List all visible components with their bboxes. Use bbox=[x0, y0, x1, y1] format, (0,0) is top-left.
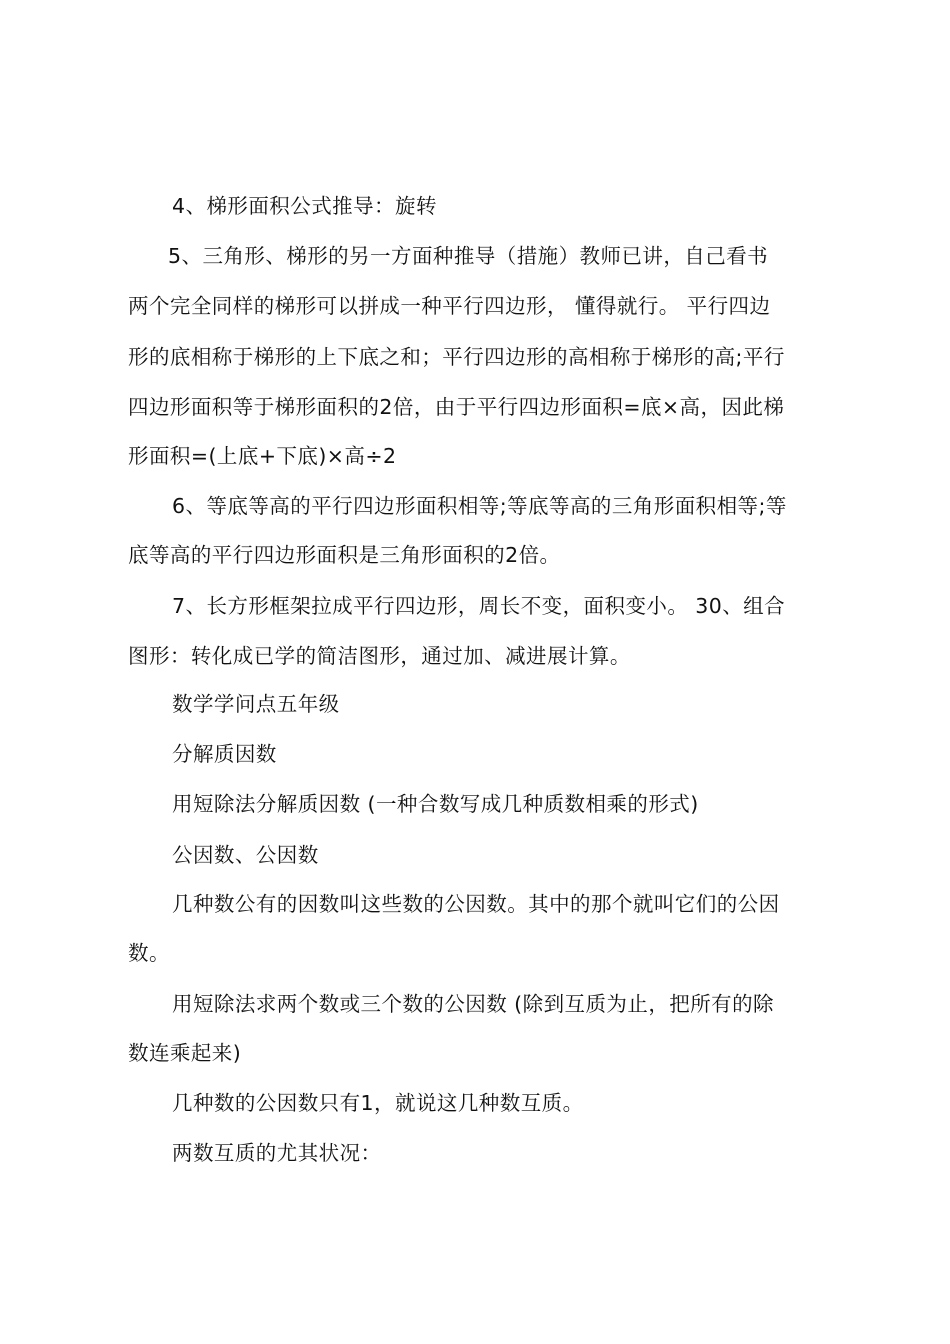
paragraph-8-line-1: 公因数、公因数 bbox=[172, 843, 319, 867]
paragraph-12-line-1: 两数互质的尤其状况： bbox=[172, 1141, 382, 1165]
paragraph-1-line-1: 4、梯形面积公式推导：旋转 bbox=[172, 194, 437, 218]
paragraph-7-line-1: 用短除法分解质因数 (一种合数写成几种质数相乘的形式) bbox=[172, 792, 699, 816]
paragraph-10-line-1: 用短除法求两个数或三个数的公因数 (除到互质为止，把所有的除 bbox=[172, 992, 775, 1016]
paragraph-2-line-5: 形面积=(上底+下底)×高÷2 bbox=[128, 444, 397, 468]
paragraph-9-line-1: 几种数公有的因数叫这些数的公因数。其中的那个就叫它们的公因 bbox=[172, 892, 780, 916]
paragraph-2-line-3: 形的底相称于梯形的上下底之和；平行四边形的高相称于梯形的高;平行 bbox=[128, 345, 785, 369]
paragraph-2-line-2: 两个完全同样的梯形可以拼成一种平行四边形， 懂得就行。 平行四边 bbox=[128, 294, 771, 318]
paragraph-2-line-1: 5、三角形、梯形的另一方面种推导（措施）教师已讲，自己看书 bbox=[168, 244, 769, 268]
paragraph-4-line-1: 7、长方形框架拉成平行四边形，周长不变，面积变小。 30、组合 bbox=[172, 594, 786, 618]
paragraph-6-line-1: 分解质因数 bbox=[172, 742, 277, 766]
paragraph-2-line-4: 四边形面积等于梯形面积的2倍，由于平行四边形面积=底×高，因此梯 bbox=[128, 395, 785, 419]
paragraph-9-line-2: 数。 bbox=[128, 941, 170, 965]
paragraph-3-line-1: 6、等底等高的平行四边形面积相等;等底等高的三角形面积相等;等 bbox=[172, 494, 787, 518]
paragraph-4-line-2: 图形：转化成已学的简洁图形，通过加、减进展计算。 bbox=[128, 644, 631, 668]
paragraph-11-line-1: 几种数的公因数只有1，就说这几种数互质。 bbox=[172, 1091, 584, 1115]
paragraph-10-line-2: 数连乘起来) bbox=[128, 1041, 242, 1065]
paragraph-5-line-1: 数学学问点五年级 bbox=[172, 692, 340, 716]
paragraph-3-line-2: 底等高的平行四边形面积是三角形面积的2倍。 bbox=[128, 543, 561, 567]
